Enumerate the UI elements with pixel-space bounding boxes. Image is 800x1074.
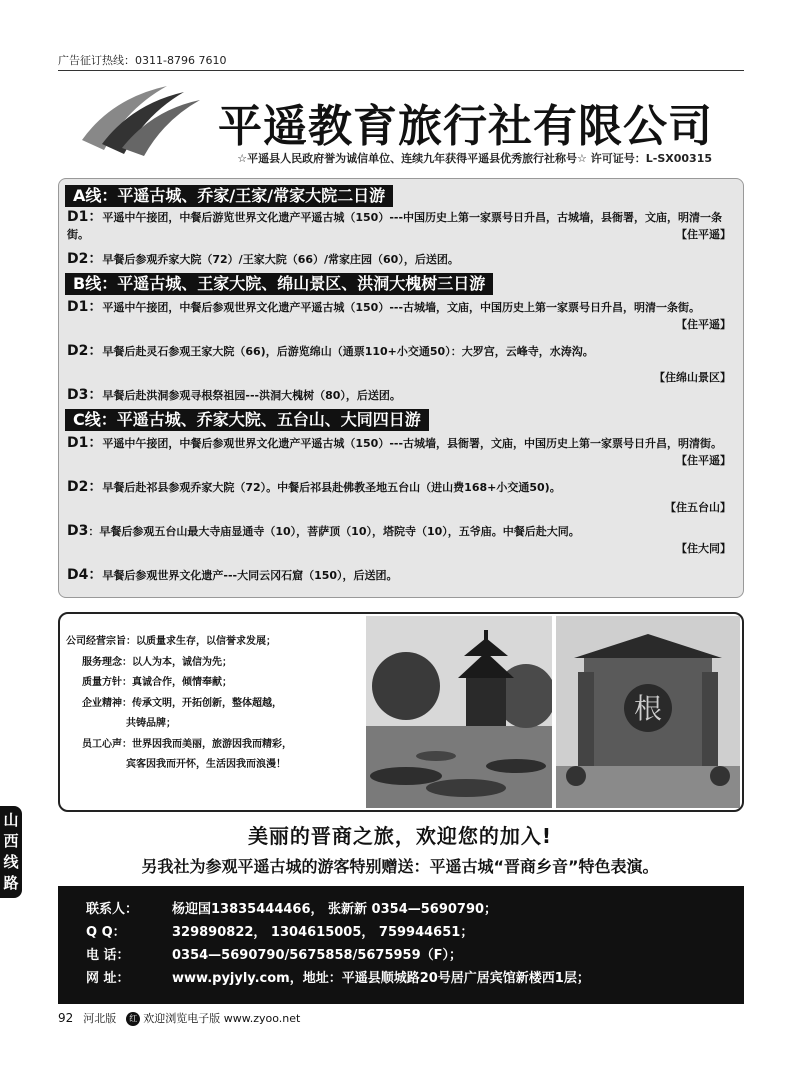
day-text: 平遥中午接团，中餐后游览世界文化遗产平遥古城（150）---中国历史上第一家票号日升昌，古城墙，县衙署，文庙，明清一条街。 bbox=[67, 211, 723, 241]
route-b-day2 bbox=[67, 343, 735, 360]
company-header bbox=[58, 72, 744, 176]
day-label: D2： bbox=[67, 479, 103, 495]
edition-label: 河北版 bbox=[83, 1012, 117, 1025]
contact-qq-value: 329890822， 1304615005， 759944651； bbox=[172, 925, 474, 940]
top-divider bbox=[58, 70, 744, 71]
day-text: 早餐后赴灵石参观王家大院（66)，后游览绵山（通票110+小交通50）：大罗宫，云峰寺，水涛沟。 bbox=[102, 345, 594, 358]
route-c-title: C线：平遥古城、乔家大院、五台山、大同四日游 bbox=[65, 409, 429, 431]
route-c-day3 bbox=[67, 523, 735, 540]
red-badge-icon: 红 bbox=[126, 1012, 140, 1026]
contact-web-value: www.pyjyly.com，地址：平遥县顺城路20号居广居宾馆新楼西1层； bbox=[172, 971, 590, 986]
day-text: 平遥中午接团，中餐后参观世界文化遗产平遥古城（150）---古城墙，文庙，中国历史上第一家票号日升昌，明清一条街。 bbox=[102, 301, 701, 314]
region-tab-char: 山 bbox=[3, 811, 19, 829]
route-b-day1-stay: 【住平遥】 bbox=[676, 318, 731, 331]
day-text: 平遥中午接团，中餐后参观世界文化遗产平遥古城（150）---古城墙，县衙署，文庙，中国历史上第一家票号日升昌，明清街。 bbox=[102, 437, 723, 450]
contact-tel-row bbox=[86, 944, 744, 967]
contact-web-label: 网 址： bbox=[86, 971, 130, 986]
route-c-day4 bbox=[67, 567, 735, 584]
day-label: D3： bbox=[67, 387, 103, 403]
company-name: 平遥教育旅行社有限公司 bbox=[218, 101, 713, 152]
contact-qq-label: Q Q： bbox=[86, 925, 126, 940]
contact-person-value: 杨迎国13835444466， 张新新 0354—5690790； bbox=[172, 902, 498, 917]
contact-qq-row bbox=[86, 921, 744, 944]
principle-mission: 公司经营宗旨：以质量求生存，以信誉求发展； bbox=[66, 636, 276, 647]
contact-panel bbox=[58, 886, 744, 1004]
welcome-slogan: 美丽的晋商之旅，欢迎您的加入! bbox=[247, 824, 553, 848]
gate-sign-text: 根 bbox=[633, 692, 663, 725]
principles-list bbox=[66, 632, 356, 776]
route-b-day2-stay: 【住绵山景区】 bbox=[654, 371, 731, 384]
day-label: D4： bbox=[67, 567, 103, 583]
day-label: D2： bbox=[67, 343, 103, 359]
page-footer bbox=[58, 1010, 300, 1026]
ad-hotline: 广告征订热线：0311-8796 7610 bbox=[58, 54, 227, 67]
contact-person-label: 联系人： bbox=[86, 902, 139, 917]
day-label: D3 bbox=[67, 523, 89, 539]
principle-staff: 员工心声：世界因我而美丽，旅游因我而精彩， bbox=[82, 738, 292, 750]
day-label: D1： bbox=[67, 209, 103, 225]
route-c-day1 bbox=[67, 435, 735, 452]
company-logo-icon bbox=[72, 78, 202, 158]
day-text: 早餐后参观乔家大院（72）/王家大院（66）/常家庄园（60），后送团。 bbox=[102, 253, 459, 266]
day-label: D1： bbox=[67, 435, 103, 451]
ancestral-gate-photo bbox=[556, 616, 740, 808]
day-text: 早餐后参观世界文化遗产---大同云冈石窟（150），后送团。 bbox=[102, 569, 398, 582]
company-tagline: ☆平遥县人民政府誉为诚信单位、连续九年获得平遥县优秀旅行社称号☆ 许可证号：L-SX00315 bbox=[237, 152, 712, 165]
route-b-title: B线：平遥古城、王家大院、绵山景区、洪洞大槐树三日游 bbox=[65, 273, 493, 295]
day-label: D1： bbox=[67, 299, 103, 315]
contact-web-row bbox=[86, 967, 744, 990]
contact-person-row bbox=[86, 898, 744, 921]
contact-tel-label: 电 话： bbox=[86, 948, 130, 963]
day-text: ：早餐后参观五台山最大寺庙显通寺（10），菩萨顶（10），塔院寺（10），五爷庙。中餐后赴大同。 bbox=[88, 525, 580, 538]
route-c-day2-stay: 【住五台山】 bbox=[665, 501, 731, 514]
route-c-day2 bbox=[67, 479, 735, 496]
region-tab-char: 线 bbox=[3, 853, 19, 871]
principle-spirit: 企业精神：传承文明，开拓创新，整体超越， bbox=[82, 697, 282, 709]
contact-tel-value: 0354—5690790/5675858/5675959（F）； bbox=[172, 948, 463, 963]
pavilion-lake-photo bbox=[366, 616, 552, 808]
route-a-day1-stay: 【住平遥】 bbox=[676, 228, 731, 241]
gift-notice: 另我社为参观平遥古城的游客特别赠送：平遥古城“晋商乡音”特色表演。 bbox=[141, 857, 659, 876]
route-a-day2 bbox=[67, 251, 735, 268]
region-tab-char: 路 bbox=[3, 874, 19, 892]
principle-staff-cont: 宾客因我而开怀，生活因我而浪漫！ bbox=[126, 759, 286, 770]
route-b-day1 bbox=[67, 299, 735, 316]
route-c-day1-stay: 【住平遥】 bbox=[676, 454, 731, 467]
company-principles-box bbox=[58, 612, 744, 812]
route-c-day3-stay: 【住大同】 bbox=[676, 542, 731, 555]
principle-spirit-cont: 共铸品牌； bbox=[126, 718, 176, 729]
routes-panel bbox=[58, 178, 744, 598]
day-text: 早餐后赴洪洞参观寻根祭祖园---洪洞大槐树（80），后送团。 bbox=[102, 389, 401, 402]
route-a-day1 bbox=[67, 209, 735, 243]
page-number: 92 bbox=[58, 1011, 74, 1025]
principle-quality: 质量方针：真诚合作，倾情奉献； bbox=[82, 677, 232, 688]
day-label: D2： bbox=[67, 251, 103, 267]
route-b-day3 bbox=[67, 387, 735, 404]
route-a-title: A线：平遥古城、乔家/王家/常家大院二日游 bbox=[65, 185, 393, 207]
principle-service: 服务理念：以人为本，诚信为先； bbox=[82, 656, 232, 668]
day-text: 早餐后赴祁县参观乔家大院（72）。中餐后祁县赴佛教圣地五台山（进山费168+小交通50)。 bbox=[102, 481, 561, 494]
region-tab-char: 西 bbox=[3, 832, 19, 850]
footer-website: 欢迎浏览电子版 www.zyoo.net bbox=[143, 1012, 301, 1025]
